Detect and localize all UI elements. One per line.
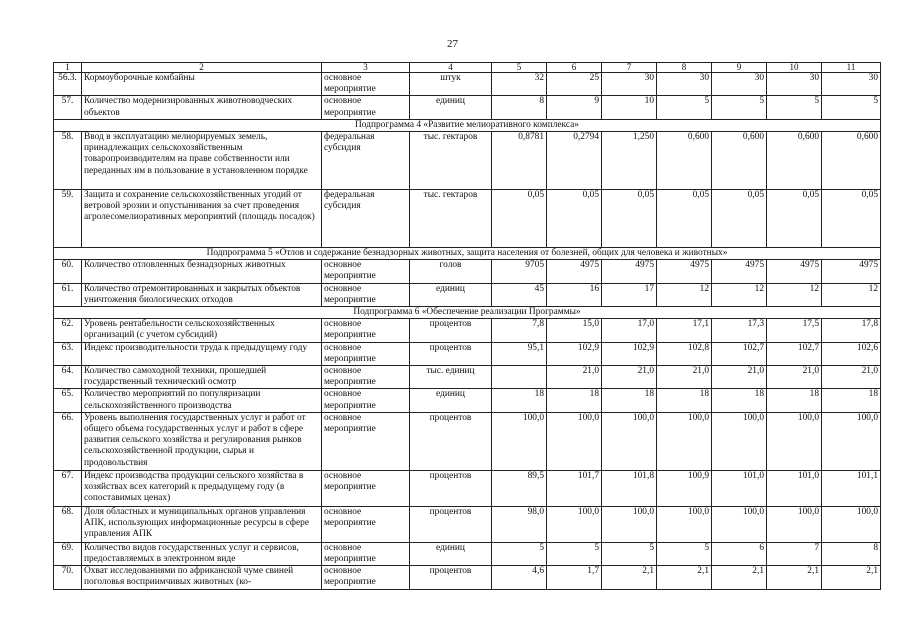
indicator-value: 5 [492, 542, 547, 565]
indicator-value: 0,8781 [492, 132, 547, 190]
column-number-row [54, 63, 881, 73]
funding-source: основное мероприятие [322, 366, 410, 389]
indicator-value: 21,0 [657, 366, 712, 389]
table-row [54, 73, 881, 96]
indicator-value: 21,0 [602, 366, 657, 389]
indicator-value: 12 [712, 283, 767, 306]
indicator-value: 10 [602, 96, 657, 119]
indicator-value: 100,0 [712, 412, 767, 470]
subprogram-title: Подпрограмма 4 «Развитие мелиоративного комплекса» [54, 119, 881, 131]
table-row [54, 412, 881, 470]
indicator-value: 1,250 [602, 132, 657, 190]
row-number: 66. [54, 412, 82, 470]
indicator-value: 32 [492, 73, 547, 96]
unit-of-measure: тыс. единиц [410, 366, 492, 389]
indicator-value [492, 366, 547, 389]
indicator-value: 2,1 [767, 566, 822, 589]
indicator-value: 0,600 [822, 132, 881, 190]
funding-source: основное мероприятие [322, 73, 410, 96]
indicator-value: 21,0 [822, 366, 881, 389]
row-number: 59. [54, 190, 82, 248]
unit-of-measure: единиц [410, 542, 492, 565]
indicator-name: Индекс производства продукции сельского хозяйства в хозяйствах всех категорий к предыдущему году (в сопоставимых ценах) [82, 470, 322, 506]
indicator-name: Количество модернизированных животноводческих объектов [82, 96, 322, 119]
row-number: 61. [54, 283, 82, 306]
indicator-value: 101,1 [822, 470, 881, 506]
row-number: 56.3. [54, 73, 82, 96]
row-number: 63. [54, 342, 82, 365]
subprogram-title: Подпрограмма 6 «Обеспечение реализации Программы» [54, 307, 881, 319]
table-row [54, 260, 881, 283]
indicator-value: 100,0 [602, 412, 657, 470]
indicator-value: 0,05 [822, 190, 881, 248]
indicator-value: 7 [767, 542, 822, 565]
unit-of-measure: тыс. гектаров [410, 132, 492, 190]
funding-source: основное мероприятие [322, 260, 410, 283]
unit-of-measure: процентов [410, 342, 492, 365]
indicator-value: 100,0 [547, 506, 602, 542]
subprogram-row [54, 248, 881, 260]
indicator-value: 18 [767, 389, 822, 412]
funding-source: основное мероприятие [322, 412, 410, 470]
indicator-name: Кормоуборочные комбайны [82, 73, 322, 96]
row-number: 68. [54, 506, 82, 542]
column-number: 7 [602, 63, 657, 73]
indicator-value: 17,8 [822, 319, 881, 342]
unit-of-measure: голов [410, 260, 492, 283]
indicator-value: 30 [767, 73, 822, 96]
column-number: 3 [322, 63, 410, 73]
indicator-value: 4975 [822, 260, 881, 283]
unit-of-measure: процентов [410, 319, 492, 342]
indicator-value: 89,5 [492, 470, 547, 506]
indicator-value: 21,0 [547, 366, 602, 389]
indicator-value: 6 [712, 542, 767, 565]
indicator-value: 5 [602, 542, 657, 565]
indicator-name: Доля областных и муниципальных органов управления АПК, использующих информационные ресурсы в сфере управления АПК [82, 506, 322, 542]
indicator-value: 101,0 [712, 470, 767, 506]
row-number: 70. [54, 566, 82, 589]
table-row [54, 319, 881, 342]
indicator-value: 8 [492, 96, 547, 119]
table-row [54, 132, 881, 190]
indicator-value: 0,05 [547, 190, 602, 248]
column-number: 8 [657, 63, 712, 73]
indicator-value: 18 [602, 389, 657, 412]
indicator-value: 9705 [492, 260, 547, 283]
indicator-value: 30 [712, 73, 767, 96]
indicator-value: 12 [657, 283, 712, 306]
indicator-name: Количество отремонтированных и закрытых объектов уничтожения биологических отходов [82, 283, 322, 306]
indicator-value: 101,0 [767, 470, 822, 506]
unit-of-measure: процентов [410, 412, 492, 470]
indicator-value: 102,8 [657, 342, 712, 365]
funding-source: основное мероприятие [322, 283, 410, 306]
table-row [54, 389, 881, 412]
table-row [54, 542, 881, 565]
indicator-value: 16 [547, 283, 602, 306]
indicator-name: Количество отловленных безнадзорных животных [82, 260, 322, 283]
indicator-value: 100,0 [602, 506, 657, 542]
column-number: 1 [54, 63, 82, 73]
unit-of-measure: единиц [410, 283, 492, 306]
indicator-value: 101,8 [602, 470, 657, 506]
page-number: 27 [447, 38, 458, 50]
column-number: 2 [82, 63, 322, 73]
indicator-value: 0,600 [657, 132, 712, 190]
unit-of-measure: процентов [410, 506, 492, 542]
subprogram-row [54, 307, 881, 319]
indicator-value: 102,7 [712, 342, 767, 365]
indicator-value: 0,05 [767, 190, 822, 248]
column-number: 5 [492, 63, 547, 73]
indicator-value: 1,7 [547, 566, 602, 589]
indicator-value: 100,0 [657, 506, 712, 542]
indicator-value: 100,0 [712, 506, 767, 542]
indicator-name: Охват исследованиями по африканской чуме свиней поголовья восприимчивых животных (ко- [82, 566, 322, 589]
indicator-value: 0,600 [767, 132, 822, 190]
indicator-value: 17,3 [712, 319, 767, 342]
indicator-value: 45 [492, 283, 547, 306]
table-row [54, 342, 881, 365]
indicator-value: 5 [657, 542, 712, 565]
indicator-value: 5 [767, 96, 822, 119]
unit-of-measure: штук [410, 73, 492, 96]
funding-source: основное мероприятие [322, 319, 410, 342]
subprogram-title: Подпрограмма 5 «Отлов и содержание безнадзорных животных, защита населения от болезней, общих для человека и животных» [54, 248, 881, 260]
indicator-value: 100,0 [822, 412, 881, 470]
indicator-value: 100,9 [657, 470, 712, 506]
indicator-value: 12 [822, 283, 881, 306]
table-row [54, 283, 881, 306]
funding-source: основное мероприятие [322, 389, 410, 412]
unit-of-measure: единиц [410, 96, 492, 119]
indicator-value: 15,0 [547, 319, 602, 342]
indicator-value: 30 [657, 73, 712, 96]
indicator-value: 0,2794 [547, 132, 602, 190]
indicator-value: 4975 [767, 260, 822, 283]
indicator-name: Индекс производительности труда к предыдущему году [82, 342, 322, 365]
indicator-value: 5 [712, 96, 767, 119]
funding-source: основное мероприятие [322, 506, 410, 542]
indicator-value: 2,1 [602, 566, 657, 589]
indicator-name: Уровень рентабельности сельскохозяйственных организаций (с учетом субсидий) [82, 319, 322, 342]
indicator-value: 4975 [547, 260, 602, 283]
indicator-value: 12 [767, 283, 822, 306]
indicator-value: 102,9 [602, 342, 657, 365]
column-number: 10 [767, 63, 822, 73]
indicator-value: 30 [822, 73, 881, 96]
indicator-value: 100,0 [547, 412, 602, 470]
indicator-value: 30 [602, 73, 657, 96]
indicator-value: 0,05 [657, 190, 712, 248]
indicator-value: 2,1 [712, 566, 767, 589]
indicator-value: 17,1 [657, 319, 712, 342]
column-number: 11 [822, 63, 881, 73]
indicator-value: 17 [602, 283, 657, 306]
row-number: 62. [54, 319, 82, 342]
indicator-value: 7,8 [492, 319, 547, 342]
indicator-name: Ввод в эксплуатацию мелиорируемых земель, принадлежащих сельскохозяйственным товаропроизводителям на праве собственности или переданных им в пользование в установленном порядке [82, 132, 322, 190]
row-number: 57. [54, 96, 82, 119]
indicator-value: 0,05 [712, 190, 767, 248]
indicator-value: 25 [547, 73, 602, 96]
indicator-value: 4975 [657, 260, 712, 283]
row-number: 64. [54, 366, 82, 389]
funding-source: федеральная субсидия [322, 132, 410, 190]
indicator-value: 17,0 [602, 319, 657, 342]
table-row [54, 566, 881, 589]
table-row [54, 366, 881, 389]
indicator-value: 100,0 [767, 506, 822, 542]
column-number: 6 [547, 63, 602, 73]
indicator-value: 98,0 [492, 506, 547, 542]
table-row [54, 96, 881, 119]
row-number: 58. [54, 132, 82, 190]
funding-source: основное мероприятие [322, 342, 410, 365]
row-number: 67. [54, 470, 82, 506]
indicator-value: 5 [822, 96, 881, 119]
funding-source: основное мероприятие [322, 96, 410, 119]
indicator-value: 100,0 [767, 412, 822, 470]
unit-of-measure: тыс. гектаров [410, 190, 492, 248]
unit-of-measure: единиц [410, 389, 492, 412]
funding-source: федеральная субсидия [322, 190, 410, 248]
indicator-value: 18 [657, 389, 712, 412]
indicator-value: 4975 [712, 260, 767, 283]
row-number: 65. [54, 389, 82, 412]
indicator-value: 100,0 [492, 412, 547, 470]
funding-source: основное мероприятие [322, 542, 410, 565]
indicator-name: Количество видов государственных услуг и сервисов, предоставляемых в электронном виде [82, 542, 322, 565]
unit-of-measure: процентов [410, 470, 492, 506]
funding-source: основное мероприятие [322, 470, 410, 506]
indicator-value: 95,1 [492, 342, 547, 365]
indicator-value: 9 [547, 96, 602, 119]
indicator-value: 18 [712, 389, 767, 412]
indicator-value: 5 [657, 96, 712, 119]
column-number: 4 [410, 63, 492, 73]
indicator-value: 4,6 [492, 566, 547, 589]
indicator-value: 18 [492, 389, 547, 412]
indicator-value: 102,7 [767, 342, 822, 365]
indicator-value: 17,5 [767, 319, 822, 342]
indicator-value: 5 [547, 542, 602, 565]
indicator-value: 21,0 [767, 366, 822, 389]
indicator-value: 18 [547, 389, 602, 412]
indicator-value: 100,0 [657, 412, 712, 470]
indicator-value: 21,0 [712, 366, 767, 389]
indicator-name: Количество мероприятий по популяризации сельскохозяйственного производства [82, 389, 322, 412]
indicator-value: 18 [822, 389, 881, 412]
subprogram-row [54, 119, 881, 131]
indicator-value: 0,05 [492, 190, 547, 248]
indicator-value: 102,6 [822, 342, 881, 365]
indicator-value: 8 [822, 542, 881, 565]
row-number: 60. [54, 260, 82, 283]
row-number: 69. [54, 542, 82, 565]
indicator-name: Защита и сохранение сельскохозяйственных угодий от ветровой эрозии и опустынивания за счет проведения агролесомелиоративных мероприятий (площадь посадок) [82, 190, 322, 248]
indicator-value: 2,1 [657, 566, 712, 589]
indicator-value: 101,7 [547, 470, 602, 506]
table-row [54, 470, 881, 506]
indicator-value: 102,9 [547, 342, 602, 365]
indicator-value: 100,0 [822, 506, 881, 542]
indicator-name: Уровень выполнения государственных услуг и работ от общего объема государственных услуг и работ в сфере развития сельского хозяйства и регулирования рынков сельскохозяйственной продукции, сырья и продовольствия [82, 412, 322, 470]
indicator-name: Количество самоходной техники, прошедшей государственный технический осмотр [82, 366, 322, 389]
indicator-value: 2,1 [822, 566, 881, 589]
funding-source: основное мероприятие [322, 566, 410, 589]
indicator-value: 0,05 [602, 190, 657, 248]
unit-of-measure: процентов [410, 566, 492, 589]
indicator-value: 0,600 [712, 132, 767, 190]
table-row [54, 190, 881, 248]
column-number: 9 [712, 63, 767, 73]
table-row [54, 506, 881, 542]
indicators-table [53, 62, 881, 590]
indicator-value: 4975 [602, 260, 657, 283]
